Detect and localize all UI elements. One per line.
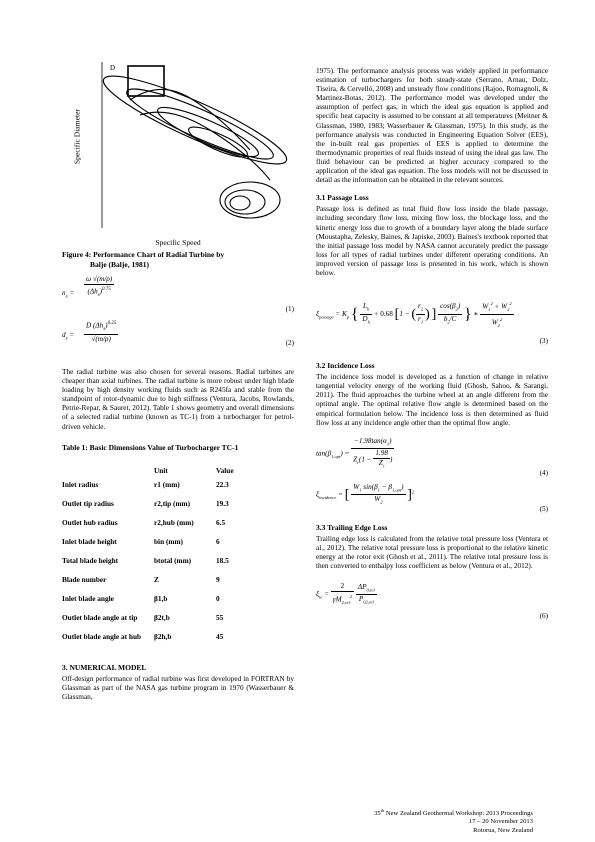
equation-2 [62,319,294,363]
section-3-3-title: 3.3 Trailing Edge Loss [316,522,388,532]
eq6-number: (6) [539,612,548,621]
equation-5 [316,481,548,517]
value-cell: 45 [216,632,224,642]
row-label: Total blade height [62,556,119,566]
page-footer [374,807,533,835]
right-column [316,66,548,622]
eq4-body: $\tan(\beta_{1,opt})$ = $-1.98\tan(\alpha_1)$ $Z_r(1$ − $\frac{1.98}{Z_r}$ ) [316,436,393,469]
unit-cell: Z [154,575,159,585]
section-3-title: 3. NUMERICAL MODEL [62,663,147,673]
left-column [62,60,294,702]
row-label: Inlet blade angle [62,594,114,604]
left-paragraph-1: The radial turbine was also chosen for several reasons. Radial turbines are cheaper than axial turbines. The radial turbine is more robust under high blade loading by high density working fluids such as R245fa and stable from the standpoint of rotor-dynamic due to high stiffness (Ventura, Jacobs, Rowlands, Petrie-Repar, & Sauret, 2012). Table 1 shows geometry and overall dimensions of a selected radial turbine (known as TC-1) from a turbocharger for petrol-driven vehicle. [62,367,294,431]
eq1-number: (1) [285,305,294,313]
contour-tail-2 [140,112,270,180]
unit-cell: r1 (mm) [154,480,180,490]
unit-cell: Unit [154,466,168,476]
section-3-1-title: 3.1 Passage Loss [316,193,369,203]
eq1-lhs: $n_s$ = [62,289,75,300]
equation-4 [316,433,548,481]
eq2-lhs: $d_s$ = [62,331,75,342]
value-cell: 0 [216,594,220,604]
table-row [62,594,294,613]
unit-cell: β2t,b [154,613,170,623]
eq6-body: $\xi_{te}$ = $\frac{2}{\gamma M_{2,rel}^2}$ $\frac{\Delta P_{0,rel}}{P_{02,rel}}$ [316,582,375,606]
efficiency-contour-outer [100,63,294,177]
table-1-caption: Table 1: Basic Dimensions Value of Turbocharger TC-1 [62,442,239,452]
row-label [62,462,154,480]
eq5-body: $\xi_{incidence}$ = [ $\frac{W_1 \sin(\beta_1 - \beta_{1,opt})}{W_2}$ ]$^2$ [316,482,415,505]
eq2-number: (2) [285,339,294,347]
equation-1 [62,275,294,319]
eq5-number: (5) [539,504,548,513]
efficiency-contour-5 [220,182,280,218]
table-row [62,537,294,556]
equation-3 [316,287,548,347]
footer-line1: 35th New Zealand Geothermal Workshop: 2013 Proceedings [374,808,533,818]
eq4-number: (4) [539,468,548,477]
axis-tick-label: D [110,64,116,72]
row-label: Outlet tip radius [62,499,114,509]
section-3-2-title: 3.2 Incidence Loss [316,361,375,371]
section-3-paragraph: Off-design performance of radial turbine was first developed in FORTRAN by Glassman as part of the NASA gas turbine program in 1970 (Wasserbauer & Glassman, [62,674,294,702]
table-row [62,518,294,537]
table-row [62,632,294,651]
table-row [62,499,294,518]
figure-4 [62,60,294,247]
efficiency-contour-6 [225,190,265,214]
unit-cell: btotal (mm) [154,556,192,566]
footer-line3: Rotorua, New Zealand [473,826,533,834]
value-cell: 55 [216,613,224,623]
section-3-1-paragraph: Passage loss is defined as total fluid flow loss inside the blade passage, including secondary flow loss, mixing flow loss, the blockage loss, and the kinetic energy loss due to growth of a boundary layer along the blade surface (Moustapha, Zelesky, Baines, & Japiske, 2003). Baines's textbook reported that the initial passage loss model by NASA cannot accurately predict the passage loss for all types of radial turbines under different operating conditions. An improved version of passage loss is presented in his work, which is shown below. [316,204,548,277]
row-label: Inlet blade height [62,537,117,547]
row-label: Outlet blade angle at tip [62,613,138,623]
value-cell: 19.3 [216,499,229,509]
value-cell: 9 [216,575,220,585]
efficiency-contour-7 [230,196,250,210]
balje-chart [100,60,300,230]
eq3-body: $\xi_{passage} = K_p$ { $\frac{L_h}{D_h}$ + 0.68 [1 − ( $\frac{r_2}{r_1}$ ) ] $\frac{\cos(\beta_2)}{b_2/C}$ } ∗ $\frac{W_1^2 + W_2^2}{W_2^2}$ [316,301,512,328]
value-cell: 6.5 [216,518,226,528]
eq1-denominator: $(\Delta h_s)^{0.75}$ [87,287,111,298]
unit-cell: β2h,b [154,632,172,642]
equation-6 [316,578,548,622]
value-cell: Value [216,466,234,476]
right-paragraph-1: 1975). The performance analysis process was widely applied in performance estimation of turbochargers for both steady-state (Serrano, Arnau, Dolz, Tiseira, & Cervelló, 2008) and unsteady flow conditions (Rajoo, Romagnoli, & Martinez-Botas, 2012). The performance model was developed under the assumption of perfect gas, in which the ideal gas equation is applied and specific heat capacity is assumed to be constant at all temperatures (Meitner & Glassman, 1980, 1983; Wasserbauer & Glassman, 1975). In this study, as the performance analysis was conducted in Engineering Equation Solver (EES), the in-built real gas properties of EES is applied to determine the thermodynamic properties of real fluids instead of using the ideal gas law. The fluid behaviour can be predicted at higher accuracy compared to the application of the ideal gas equation. The loss models will not be discussed in detail as the information can be obtained in the relevant sources. [316,66,548,185]
table-row [62,480,294,499]
table-header-row [62,462,294,480]
figure-4-xlabel: Specific Speed [155,238,201,247]
row-label: Inlet radius [62,480,99,490]
table-1 [62,462,294,651]
row-label: Outlet hub radius [62,518,118,528]
figure-4-ylabel: Specific Diameter [72,109,82,165]
unit-cell: β1,b [154,594,168,604]
value-cell: 18.5 [216,556,229,566]
section-3-3-paragraph: Trailing edge loss is calculated from the relative total pressure loss (Ventura et al., 2012). The relative total pressure loss is proportional to the relative kinetic energy at the rotor exit (Ghosh et al., 2011). The relative total pressure loss is then converted to enthalpy loss coefficient as below (Ventura et al., 2012). [316,533,548,571]
unit-cell: bin (mm) [154,537,183,547]
value-cell: 6 [216,537,220,547]
figure-4-caption-line1: Figure 4: Performance Chart of Radial Turbine by [62,250,225,259]
table-row [62,556,294,575]
unit-cell: r2,tip (mm) [154,499,191,509]
footer-line2: 17 – 20 November 2013 [468,818,533,826]
figure-4-caption-line2: Balje (Balje, 1981) [90,259,149,269]
row-label: Outlet blade angle at hub [62,632,142,642]
section-3-2-paragraph: The incidence loss model is developed as a function of change in relative tangential velocity energy of the working fluid (Ghosh, Sahoo, & Sarangi, 2011). The fluid approaches the turbine wheel at an angle different from the optimal angle. The optimal relative flow angle is determined based on the empirical formulation below. The incidence loss is then determined as fluid flow loss at any incidence angle other than the optimal flow angle. [316,372,548,427]
eq3-number: (3) [539,337,548,346]
eq1-numerator: ω √(m/ρ) [84,275,114,285]
eq2-numerator: D $(\Delta h_s)^{0.25}$ [84,319,118,335]
value-cell: 22.3 [216,480,229,490]
unit-cell: r2,hub (mm) [154,518,194,528]
eq2-denominator: √(m/ρ) [91,334,111,343]
figure-4-caption [62,250,294,269]
table-row [62,613,294,632]
table-row [62,575,294,594]
row-label: Blade number [62,575,107,585]
